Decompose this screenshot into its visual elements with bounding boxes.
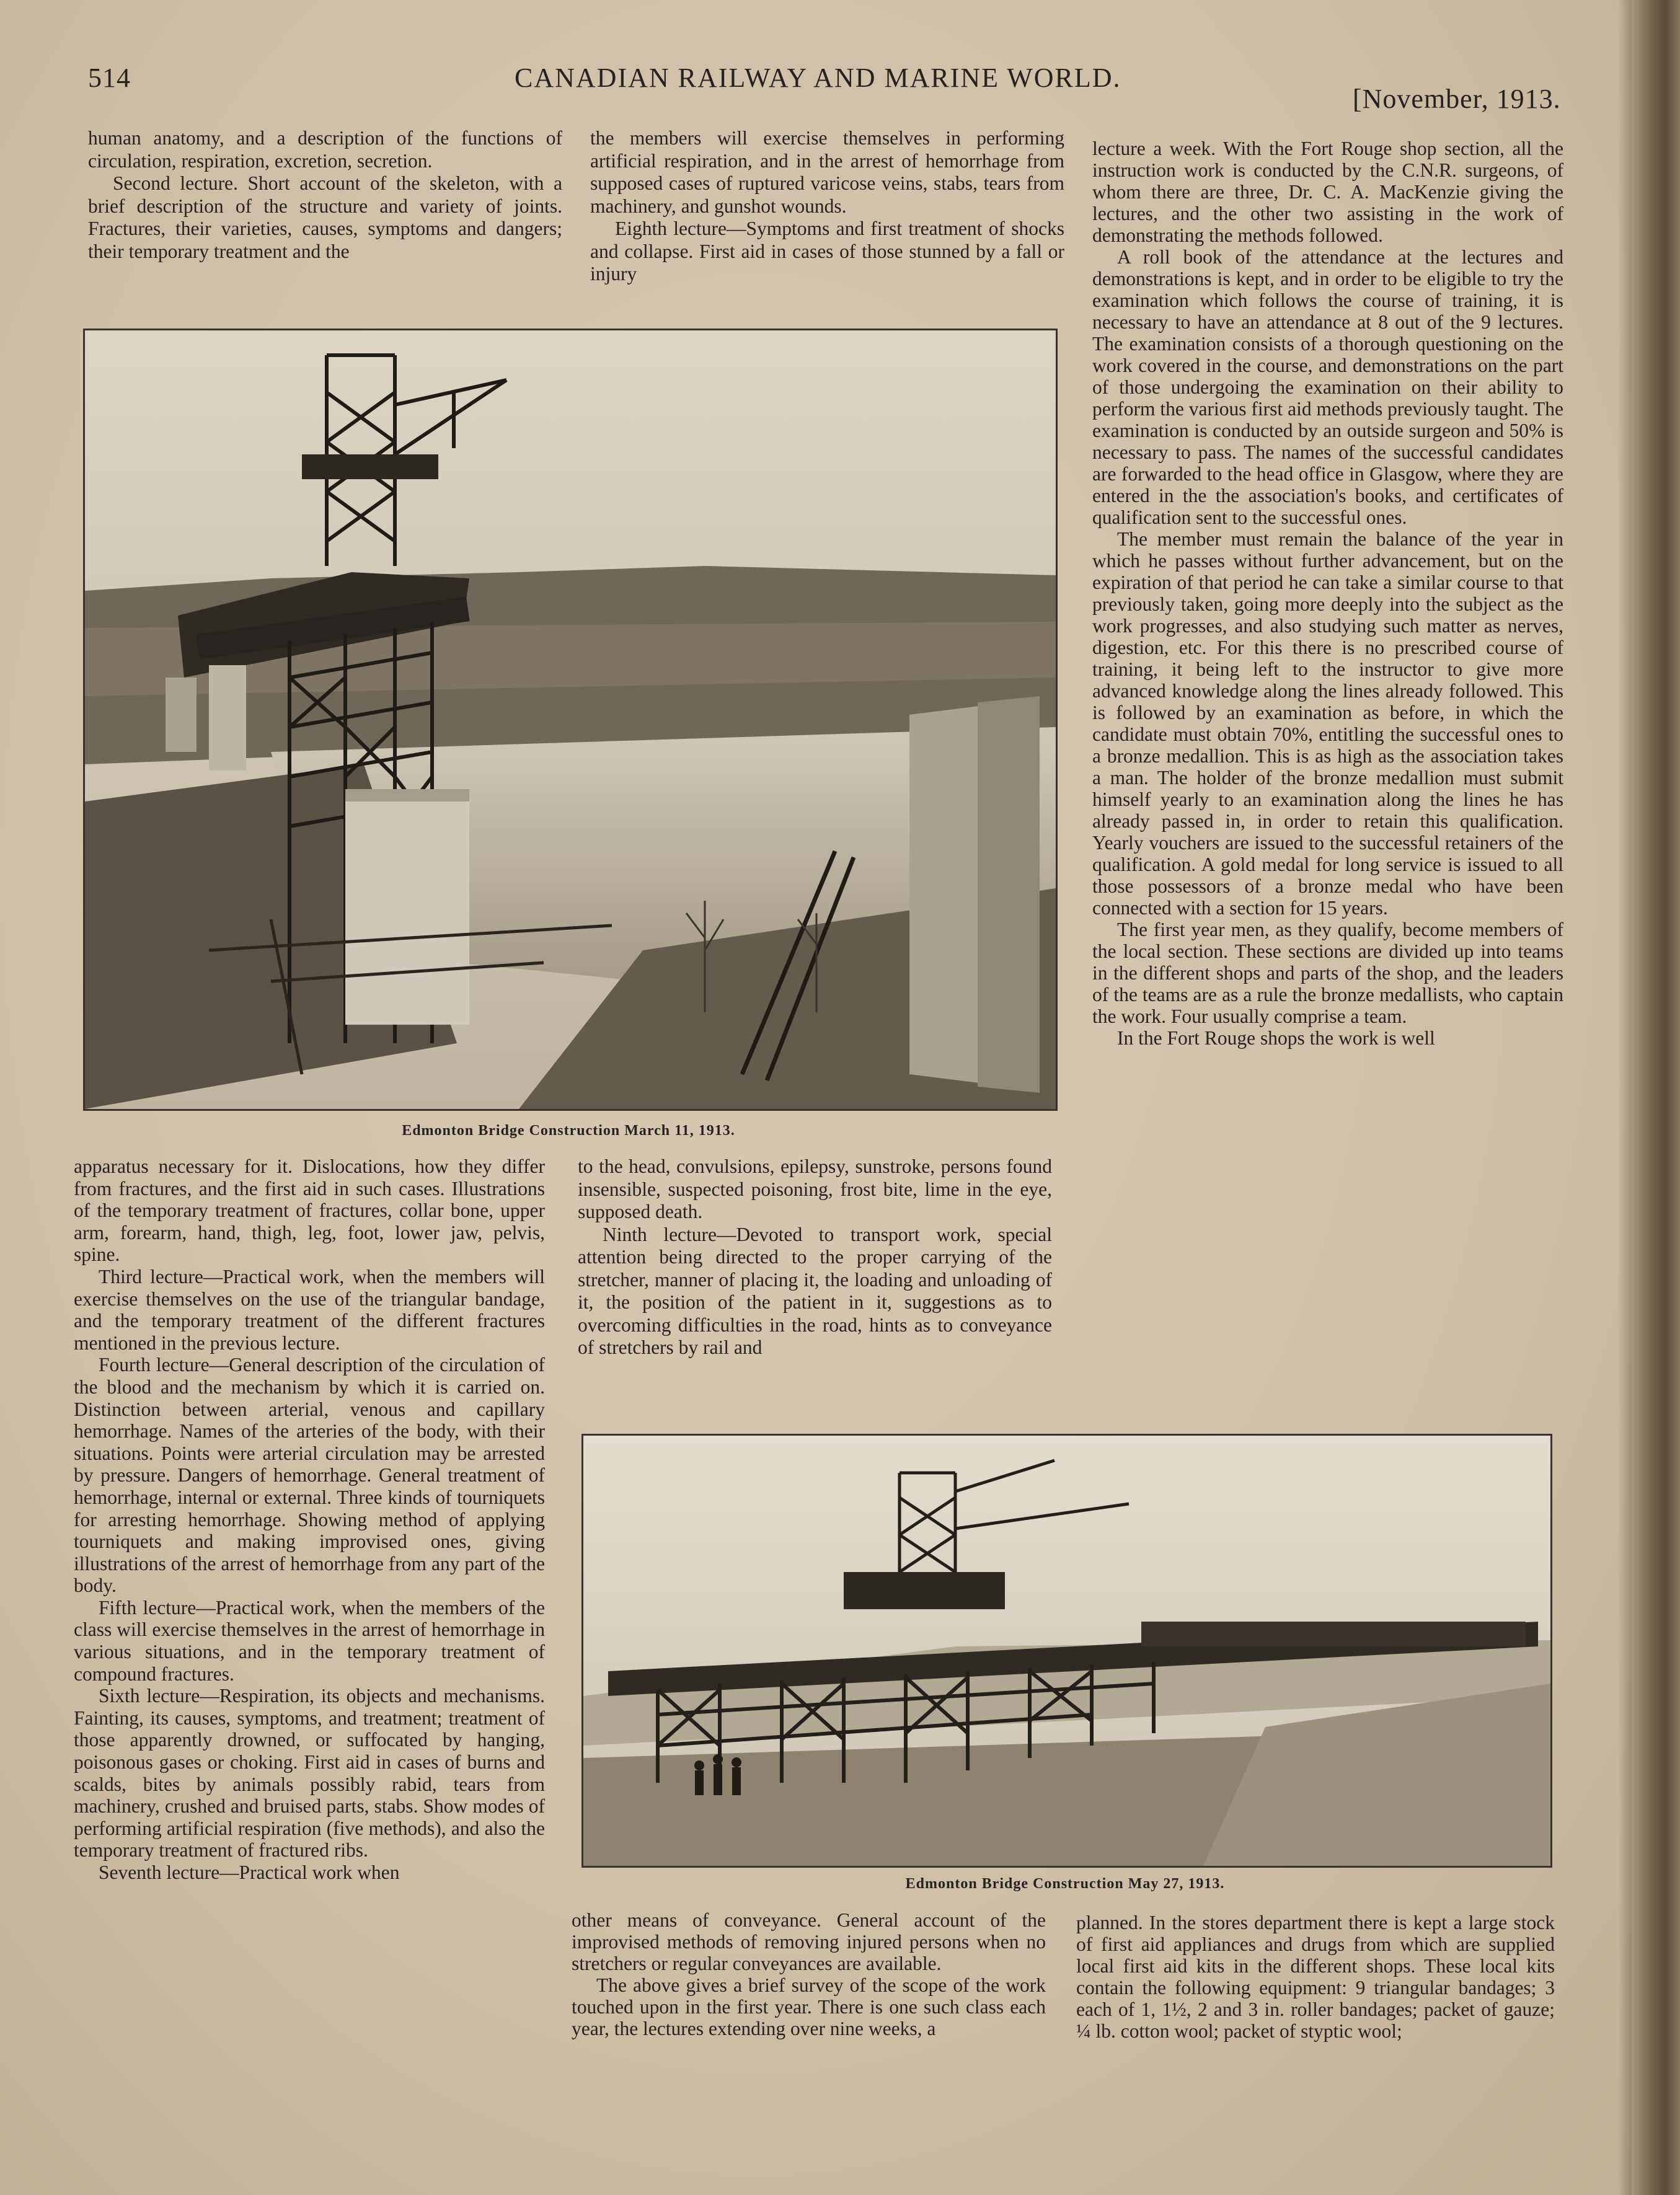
paragraph: Fifth lecture—Practical work, when the members of the class will exercise themselves in the arrest of hemorrhage in various situations, and in the temporary treatment of compound fractures. xyxy=(74,1596,545,1685)
bridge-construction-image xyxy=(85,330,1056,1109)
paragraph: other means of conveyance. General account of the improvised methods of removing injured persons when no stretchers or regular conveyances are available. xyxy=(572,1909,1046,1974)
paragraph: A roll book of the attendance at the lectures and demonstrations is kept, and in order to be eligible to try the examination which follows the course of training, it is necessary to have an attendance at 8 out of the 9 lectures. The examination consists of a thorough questioning on the work covered in the course, and demonstrations on the part of those undergoing the examination on their ability to perform the various first aid methods previously taught. The examination is conducted by an outside surgeon and 50% is necessary to pass. The names of the successful candidates are forwarded to the head office in Glasgow, where they are entered in the the association's books, and certificates of qualification sent to the successful ones. xyxy=(1092,246,1563,528)
issue-date: [November, 1913. xyxy=(1353,84,1561,114)
paragraph: The first year men, as they qualify, become members of the local section. These sections are divided up into teams in the different shops and parts of the shop, and the leaders of the teams are as a rule the bronze medallists, who captain the work. Four usually comprise a team. xyxy=(1092,919,1563,1027)
paragraph: Ninth lecture—Devoted to transport work, special attention being directed to the proper carrying of the stretcher, manner of placing it, the loading and unloading of it, the position of the patient in it, suggestions as to overcoming difficulties in the road, hints as to conveyance of stretchers by rail and xyxy=(578,1223,1052,1358)
column-2-top xyxy=(590,127,1064,286)
paragraph: Fourth lecture—General description of the circulation of the blood and the mechanism by which it is carried on. Distinction between arterial, venous and capillary hemorrhage. Names of the arteries of the body, with their situations. Points were arterial circulation may be arrested by pressure. Dangers of hemorrhage. General treatment of hemorrhage, internal or external. Three kinds of tourniquets for arresting hemorrhage. Showing method of applying tourniquets and making improvised ones, giving illustrations of the arrest of hemorrhage from any part of the body. xyxy=(74,1354,545,1597)
paragraph: to the head, convulsions, epilepsy, sunstroke, persons found insensible, suspected poisoning, frost bite, lime in the eye, supposed death. xyxy=(578,1155,1052,1222)
paragraph: The member must remain the balance of the year in which he passes without further advancement, but on the expiration of that period he can take a similar course to that previously taken, going more deeply into the subject as the work progresses, and also studying such matter as nerves, digestion, etc. For this there is no prescribed course of training, it being left to the instructor to give more advanced knowledge along the lines already followed. This is followed by an examination as before, in which the candidate must obtain 70%, entitling the successful ones to a bronze medallion. This is as high as the association takes a man. The holder of the bronze medallion must submit himself yearly to an examination along the lines he has already passed in, in order to retain this qualification. Yearly vouchers are issued to the successful retainers of the qualification. A gold medal for long service is issued to all those possessors of a bronze medal who have been connected with a section for 15 years. xyxy=(1092,528,1563,919)
bridge-construction-image xyxy=(583,1436,1550,1866)
page-number: 514 xyxy=(88,63,131,93)
paragraph: planned. In the stores department there is kept a large stock of first aid appliances and drugs from which are supplied local first aid kits in the different shops. These local kits contain the following equipment: 9 triangular bandages; 3 each of 1, 1½, 2 and 3 in. roller bandages; packet of gauze; ¼ lb. cotton wool; packet of styptic wool; xyxy=(1076,1912,1555,2042)
paragraph: Sixth lecture—Respiration, its objects and mechanisms. Fainting, its causes, symptoms, and treatment; treatment of those apparently drowned, or suffocated by hanging, poisonous gases or choking. First aid in cases of burns and scalds, bites by animals possibly rabid, tears from machinery, crushed and bruised parts, stabs. Show modes of performing artificial respiration (five methods), and also the temporary treatment of fractured ribs. xyxy=(74,1685,545,1862)
running-title: CANADIAN RAILWAY AND MARINE WORLD. xyxy=(515,63,1121,93)
paragraph: In the Fort Rouge shops the work is well xyxy=(1117,1027,1435,1049)
paragraph: apparatus necessary for it. Dislocations, how they differ from fractures, and the first aid in such cases. Illustrations of the temporary treatment of fractures, collar bone, upper arm, forearm, hand, thigh, leg, foot, lower jaw, pelvis, spine. xyxy=(74,1155,545,1266)
photo-caption-may: Edmonton Bridge Construction May 27, 1913. xyxy=(905,1876,1225,1892)
paragraph: the members will exercise themselves in performing artificial respiration, and in the arrest of hemorrhage from supposed cases of ruptured varicose veins, stabs, tears from machinery, and gunshot wounds. xyxy=(590,127,1064,217)
column-1-top xyxy=(88,127,562,263)
photo-caption-march: Edmonton Bridge Construction March 11, 1913. xyxy=(402,1123,735,1139)
bridge-photo-may xyxy=(581,1434,1552,1868)
paragraph: lecture a week. With the Fort Rouge shop section, all the instruction work is conducted by the C.N.R. surgeons, of whom there are three, Dr. C. A. MacKenzie giving the lectures, and the other two assisting in the work of demonstrating the methods followed. xyxy=(1092,138,1563,246)
paragraph: Third lecture—Practical work, when the members will exercise themselves on the use of the triangular bandage, and the temporary treatment of the different fractures mentioned in the previous lecture. xyxy=(74,1265,545,1354)
book-binding xyxy=(1632,0,1680,2195)
paragraph: Second lecture. Short account of the skeleton, with a brief description of the structure and variety of joints. Fractures, their varieties, causes, symptoms and dangers; their temporary treatment and the xyxy=(88,172,562,262)
paragraph: human anatomy, and a description of the functions of circulation, respiration, excretion, secretion. xyxy=(88,127,562,172)
column-3-bottom xyxy=(1076,1912,1555,2042)
column-1-bottom xyxy=(74,1155,545,1884)
paragraph: Seventh lecture—Practical work when xyxy=(99,1862,400,1883)
column-2-middle xyxy=(578,1155,1052,1359)
paragraph: The above gives a brief survey of the scope of the work touched upon in the first year. There is one such class each year, the lectures extending over nine weeks, a xyxy=(572,1974,1046,2039)
column-2-bottom xyxy=(572,1909,1046,2039)
paragraph: Eighth lecture—Symptoms and first treatment of shocks and collapse. First aid in cases of those stunned by a fall or injury xyxy=(590,218,1064,285)
column-3 xyxy=(1092,138,1563,1049)
bridge-photo-march xyxy=(83,329,1058,1111)
page-gutter-shadow xyxy=(1618,0,1632,2195)
